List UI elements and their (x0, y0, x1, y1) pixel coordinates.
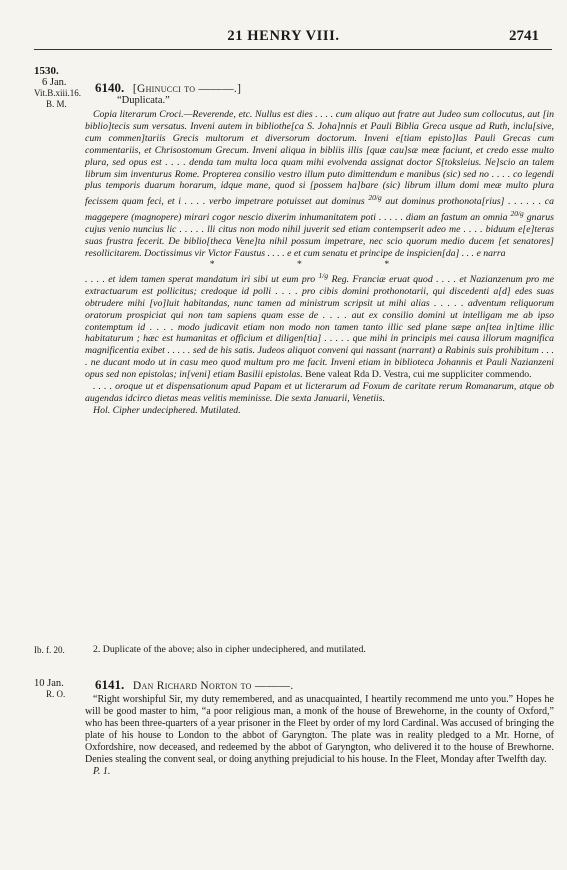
cipher-mark: 1/g (318, 270, 329, 280)
closing-text: Bene valeat Rda D. Vestra, cui me suppliciter commendo. (305, 369, 532, 381)
year: 1530. (34, 65, 59, 77)
entry-6140-margin (34, 66, 94, 110)
editorial-note: P. 1. (93, 766, 111, 777)
date: 10 Jan. (34, 678, 64, 689)
repository-ref: B. M. (46, 99, 67, 109)
entry-6141-heading (95, 677, 294, 693)
header-rule (34, 49, 552, 50)
latin-text: Reg. Franciæ eruat quod . . . . et Nazianzenum pro me extractuarum est pollicitus; credoque id polli . . . . pro cibis domini prothonotarii, qui discedenti a[d] edes suas obtrudere mihi [vo]luit habitandas, nunc tamen ad ministrum scripsit ut mihi alias . . . . . adventum reliquorum oratorum prospiciat qui non tam sapiens quam esse de . . . . aut ex consilio domini ut intelligam me ab ipso contemptum id . . . . modo judicavit etiam non modo non tamen tanto illic sed plane sæpe an[tea in]time illic habitaturum ; hæc est humanitas et officium et diligen[tia] . . . . . que mihi in principis mei causa illorum magnifica magnificentia exibet . . . . . sed de his satis. Judeos aliquot conveni qui nassant (narrant) a Rabinis suis prohibitum . . . . ne ducant modo ut in casu meo quod multum pro me facit. Inveni etiam in biblioteca Johannis et Pauli Nazianzeni opus sed non epistolas; in[veni] etiam Basilii epistolas. (85, 273, 554, 381)
entry-title: [Ghinucci to ———.] (132, 83, 242, 95)
latin-text: . . . . et idem tamen sperat mandatum iri sibi ut eum pro (85, 273, 316, 285)
item-2: 2. Duplicate of the above; also in cipher undeciphered, and mutilated. (93, 644, 366, 655)
latin-text: gnarus cujus venio nuncius lic . . . . . lli citus non modo nihil juverit sed etiam contempserit adeo me . . . . biduum e[e]teras suas frustra fecerit. De biblio[theca Vene]ta nihil possum impetrare, nec scio quorum medio ducem [et senatores] resollicitarem. Doctissimus vir Victor Faustus . . . . e et cum senatu et principe de inspicien[da] . . . e narra (85, 212, 554, 259)
editorial-note: Hol. Cipher undeciphered. Mutilated. (93, 404, 241, 416)
manuscript-ref: Vit.B.xiii.16. (34, 88, 81, 98)
repository-ref: R. O. (46, 689, 66, 699)
paragraph (85, 270, 554, 381)
paragraph: . . . . oroque ut et dispensationum apud Papam et ut licterarum ad Foxum de caritate rerum Romanarum, atque ob augendas idcirco dietas meas velitis meminisse. Die sexta Januarii, Venetiis. (85, 381, 554, 404)
page-header (0, 28, 567, 48)
entry-6140-body (85, 109, 554, 417)
entry-6140-heading (95, 80, 241, 96)
cipher-mark: 20/g (368, 193, 382, 203)
page-number: 2741 (509, 28, 539, 44)
entry-subtitle: “Duplicata.” (117, 95, 170, 106)
duplicate-note (85, 644, 554, 656)
latin-text: aut dominus prothonota[rius] . . . . . . ca maggepere (magnopere) mirari cogor nescio dixerim inhumanitatem poti . . . . . diam an fastum an omnia (85, 196, 554, 224)
cipher-mark: 20/g (510, 209, 524, 219)
latin-text: Copia literarum Croci.—Reverende, etc. Nullus est dies . . . . cum aliquo aut fratre aut Judeo sum collocutus, aut [in biblio]tecis sum versatus. Inveni autem in bibliothe[ca S. Joha]nnis et Pauli Biblia Greca usque ad Ruth, inclu[sive, cum commen]tariis Grecis multorum et diversorum doctorum. Inveni e[tiam episto]las Pauli Grecas cum commentariis, et Chrisostomum Grecum. Inveni aliqua in bibliis illis [quæ cau]sæ meæ faciunt, et credo esse multo plura, sed opus est . . . . denda tam multa loca quam mihi evolvenda assignat doctor S[toksleius. Ne]scio an talem librum sim inventurus Rome. Propterea consilio vestro illum puto dimittendum e manibus (sic) sed no . . . . co legendi plus temporis duarum horarum, idque mane, quod si [possem ha]bare (sic) librum illum domi meæ multo plura fecissem quam feci, et i . . . . verbo impetrare potuisset aut dominus (85, 109, 554, 208)
entry-title: Dan Richard Norton to ———. (132, 680, 294, 692)
date: 6 Jan. (42, 77, 67, 88)
paragraph: “Right worshipful Sir, my duty remembered, and as unacquainted, I heartily recommend me unto you.” Hopes he will be good master to him, “a poor religious man, a monk of the house of Brewehorne, in the county of Oxford,” who has been three-quarters of a year prisoner in the Fleet by order of my lord Cardinal. Was accused of bringing the plate of his house to London to the abbot of Garyngton. The plate was in reality pledged to a Mr. Horne, of Oxfordshire, now deceased, and redeemed by the abbot of Garyngton, who delivered it to the house of Brewhorne. Denies stealing the convent seal, or doing anything prejudicial to his house. In the Fleet, Monday after Twelfth day. (85, 694, 554, 765)
omission-stars: * * * (209, 258, 430, 270)
paragraph (85, 109, 554, 260)
entry-6141-body (85, 694, 554, 778)
entry-number: 6140. (95, 80, 125, 95)
entry-number: 6141. (95, 677, 125, 692)
running-head: 21 HENRY VIII. (227, 28, 340, 44)
folio-ref: Ib. f. 20. (34, 645, 65, 655)
